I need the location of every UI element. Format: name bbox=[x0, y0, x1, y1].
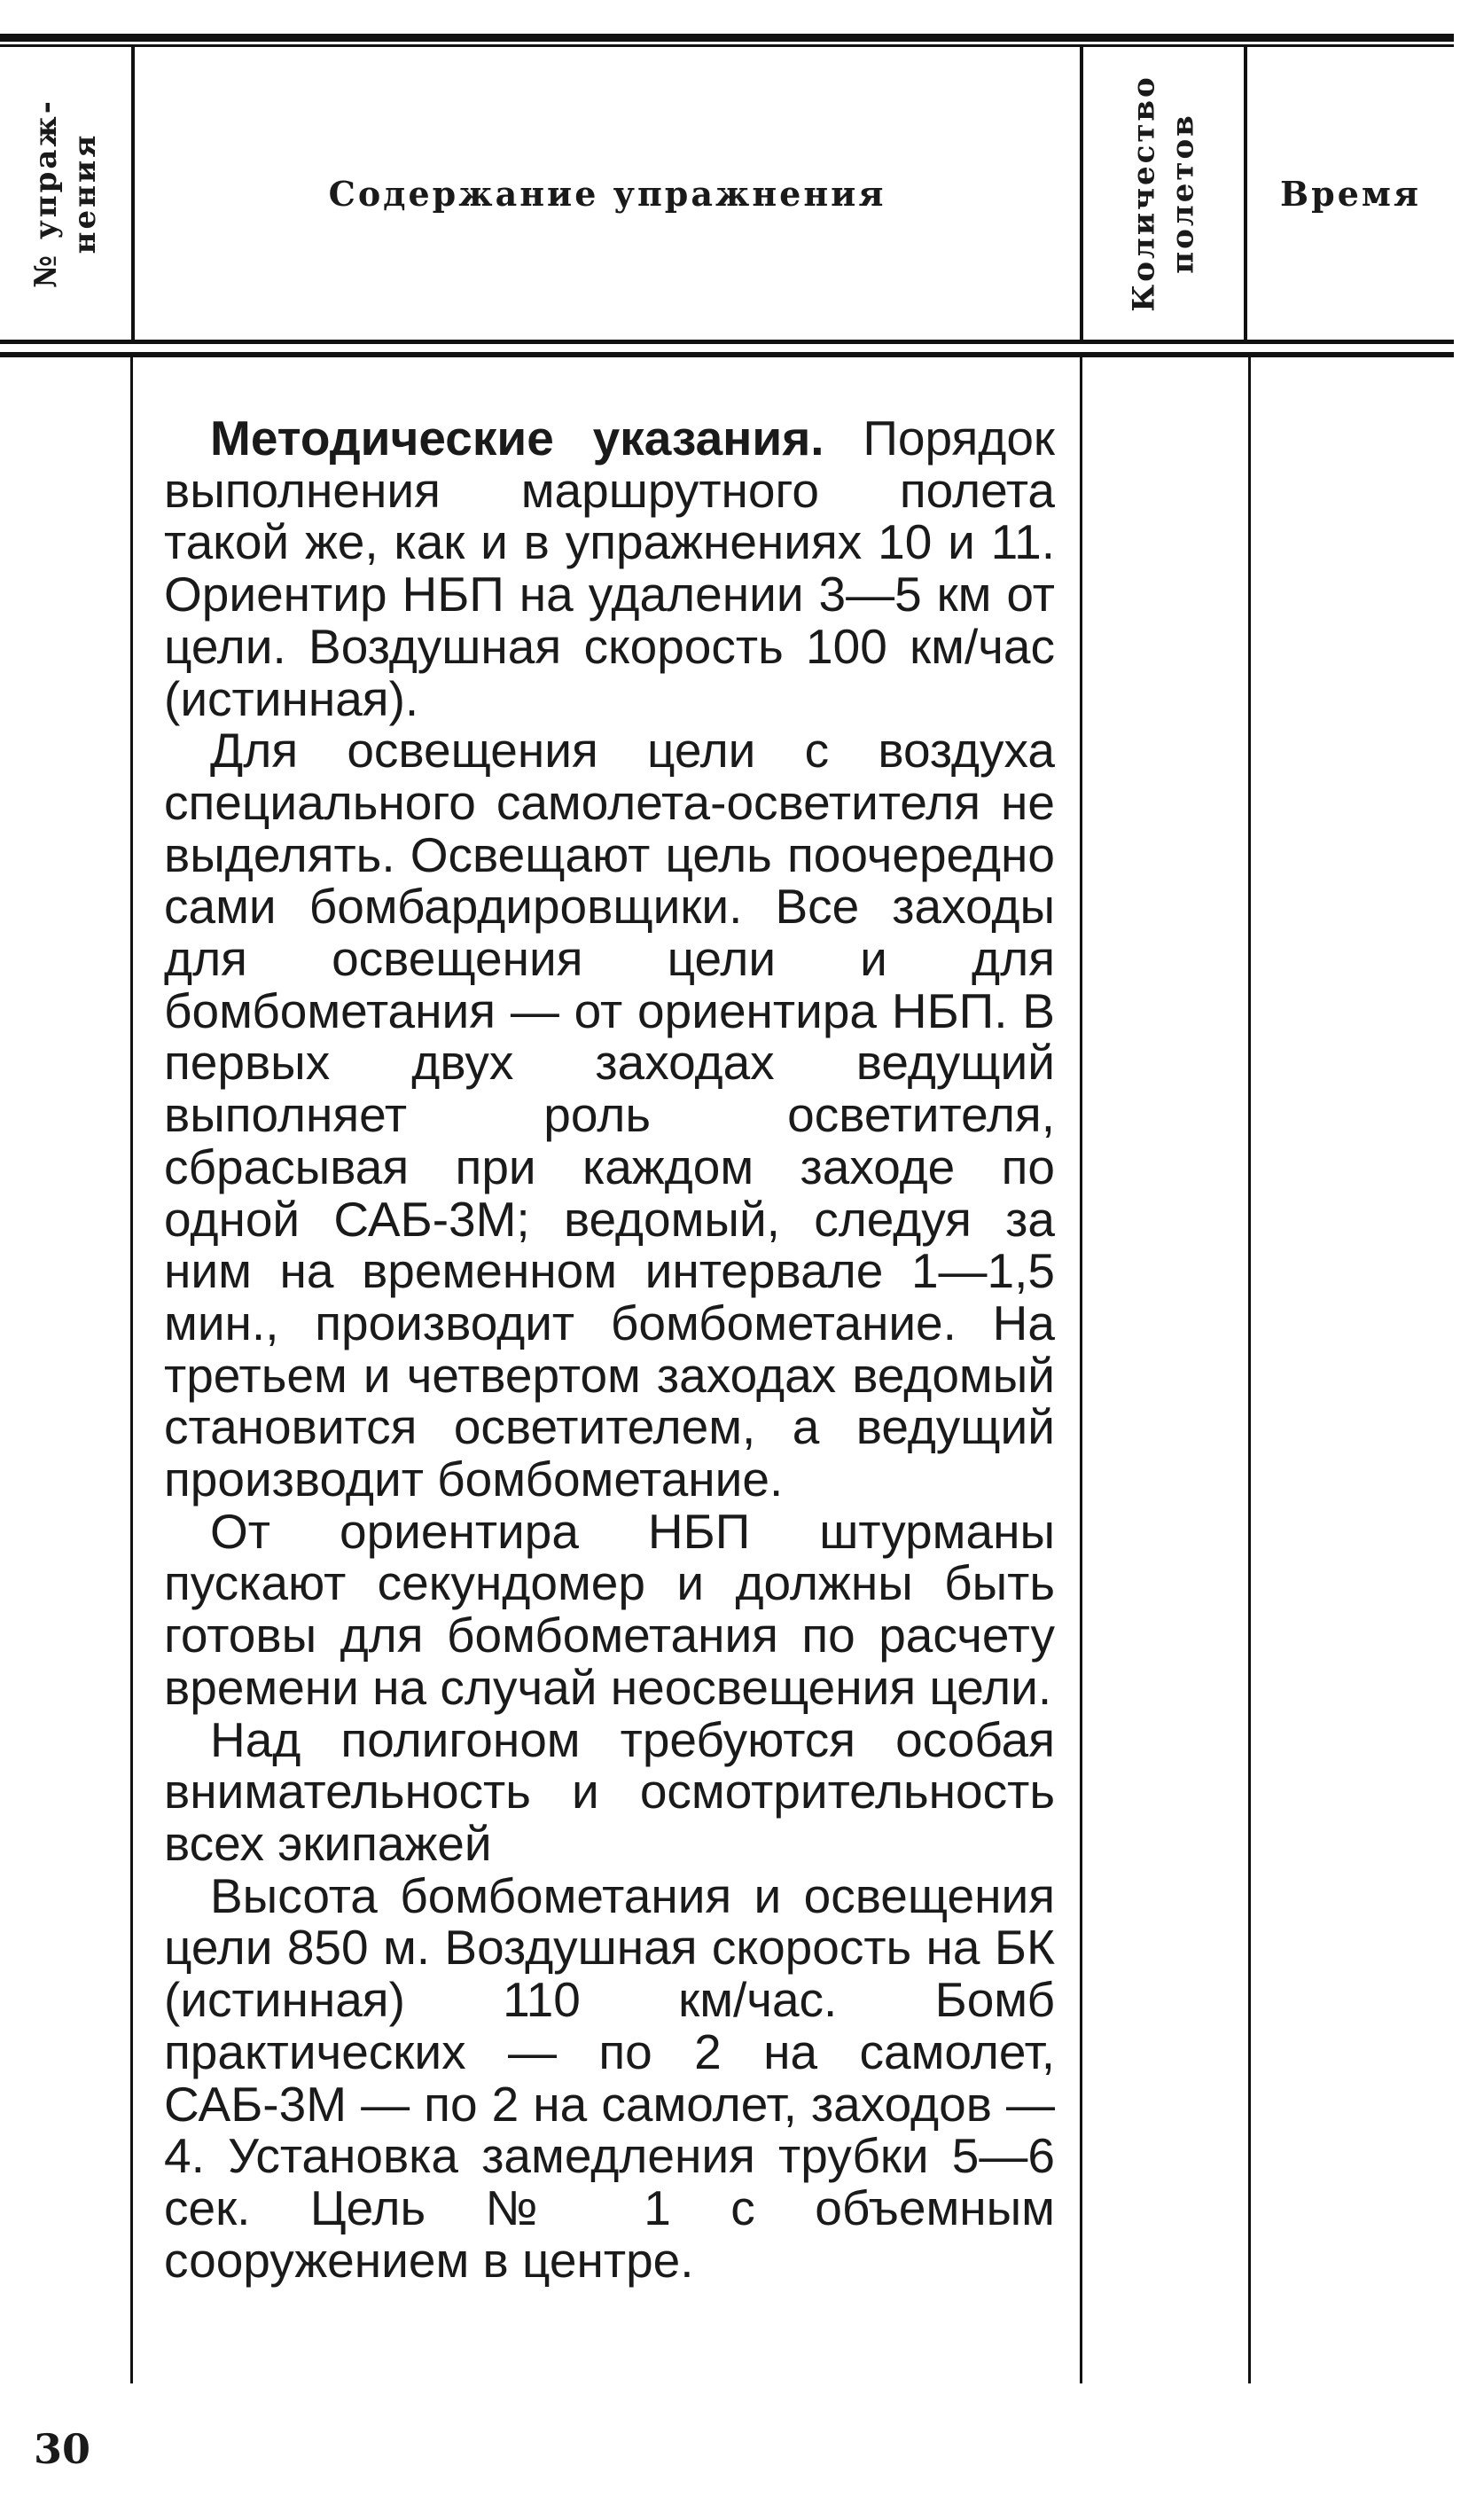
instructions-paragraph-3: От ориентира НБП штурманы пускают секундомер и должны быть готовы для бомбометания по расчету времени на случай неосвещения цели. bbox=[164, 1503, 1055, 1715]
page-number: 30 bbox=[34, 2425, 91, 2473]
header-content bbox=[135, 47, 1080, 340]
header-bottom-border bbox=[0, 340, 1454, 344]
header-time-label: Время bbox=[1280, 173, 1421, 214]
instructions-paragraph-1-text: Порядок выполнения маршрутного полета такой же, как и в упражнениях 10 и 11. Ориентир НБП на удалении 3—5 км от цели. Воздушная скорость 100 км/час (истинная). bbox=[164, 411, 1055, 726]
body-divider-2 bbox=[1080, 357, 1082, 2383]
header-exercise-number-label: № упраж- нения bbox=[28, 98, 104, 288]
instructions-paragraph-4: Над полигоном требуются особая внимательность и осмотрительность всех экипажей bbox=[164, 1711, 1055, 1871]
body-divider-1 bbox=[130, 357, 133, 2383]
header-flights-count-label: Количество полетов bbox=[1126, 74, 1201, 312]
header-bottom-border-second bbox=[0, 352, 1454, 357]
table-top-border bbox=[0, 34, 1454, 42]
header-flights-count bbox=[1083, 47, 1244, 340]
body-divider-3 bbox=[1248, 357, 1251, 2383]
header-time bbox=[1247, 47, 1454, 340]
header-content-label: Содержание упражнения bbox=[328, 173, 886, 214]
instructions-paragraph-1 bbox=[164, 412, 1055, 724]
instructions-paragraph-2: Для освещения цели с воздуха специального самолета-осветителя не выделять. Освещают цель поочередно сами бомбардировщики. Все заходы для освещения цели и для бомбометания — от ориентира НБП. В первых двух заходах ведущий выполняет роль осветителя, сбрасывая при каждом заходе по одной САБ-3М; ведомый, следуя за ним на временном интервале 1—1,5 мин., производит бомбометание. На третьем и четвертом заходах ведомый становится осветителем, а ведущий производит бомбометание. bbox=[164, 723, 1055, 1507]
instructions-lead-title: Методические указания. bbox=[210, 411, 824, 466]
instructions-paragraph-5: Высота бомбометания и освещения цели 850 м. Воздушная скорость на БК (истинная) 110 км/час. Бомб практических — по 2 на самолет, САБ-3М — по 2 на самолет, заходов — 4. Установка замедления трубки 5—6 сек. Цель № 1 с объемным сооружением в центре. bbox=[164, 1867, 1055, 2288]
header-exercise-number bbox=[0, 47, 131, 340]
instructions-text bbox=[164, 412, 1055, 2286]
